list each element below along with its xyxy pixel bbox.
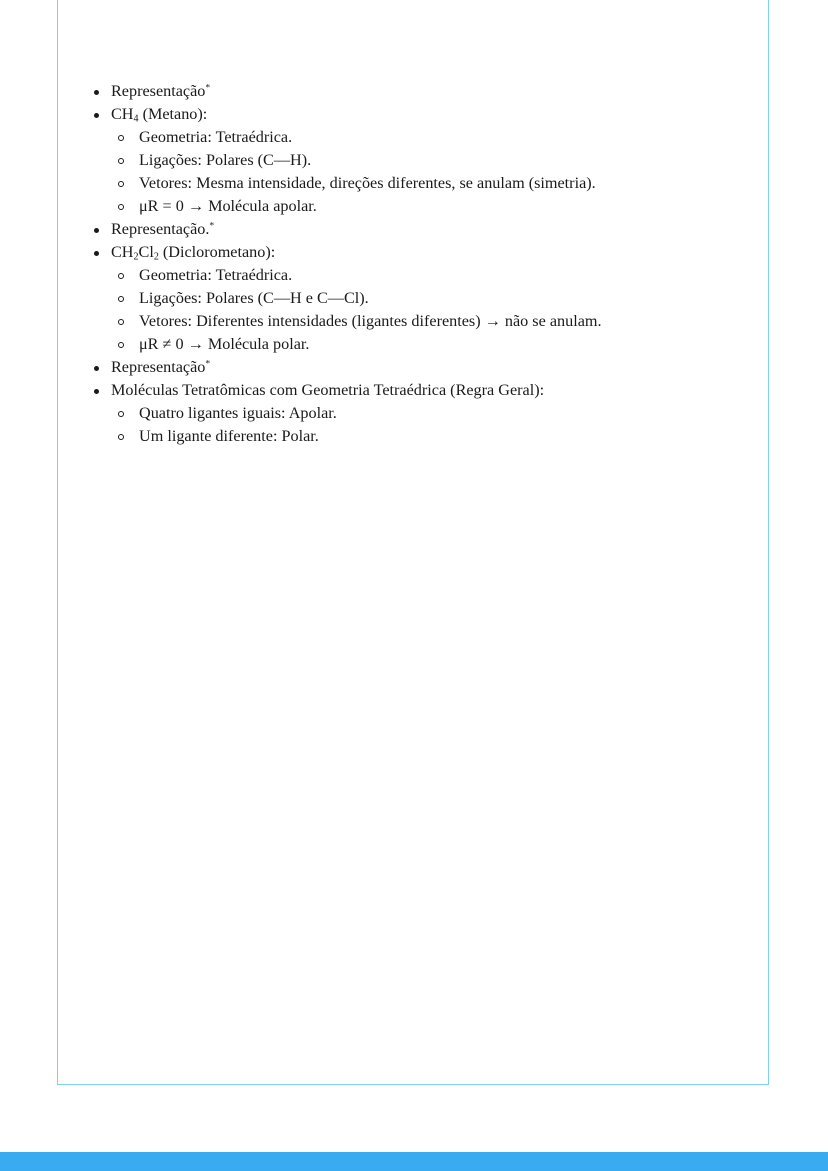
hollow-bullet-icon <box>118 296 124 302</box>
formula-prefix: CH <box>111 243 134 261</box>
list-item-representacao-1 <box>92 80 752 103</box>
sub-list <box>111 126 752 218</box>
item-text: Representação. <box>111 220 210 238</box>
asterisk-superscript: * <box>209 220 215 232</box>
bullet-icon <box>94 389 99 394</box>
bullet-icon <box>94 251 99 256</box>
hollow-bullet-icon <box>118 204 124 210</box>
list-item-ch2cl2 <box>92 241 752 356</box>
bullet-icon <box>94 113 99 118</box>
list-item-ch4 <box>92 103 752 218</box>
hollow-bullet-icon <box>118 135 124 141</box>
item-text: Representação <box>111 82 206 100</box>
formula-subscript-2: 2 <box>153 251 159 263</box>
sub-item-text: Ligações: Polares (C—H e C—Cl). <box>139 289 369 307</box>
sub-item-geometria <box>111 264 752 287</box>
document-content <box>92 80 752 448</box>
item-text: (Diclorometano): <box>158 243 276 261</box>
bullet-list <box>92 80 752 448</box>
bullet-icon <box>94 366 99 371</box>
hollow-bullet-icon <box>118 273 124 279</box>
sub-item-text: Vetores: Mesma intensidade, direções diferentes, se anulam (simetria). <box>139 174 596 192</box>
list-item-representacao-2 <box>92 218 752 241</box>
sub-item-text: Vetores: Diferentes intensidades (ligantes diferentes) → não se anulam. <box>139 312 602 330</box>
sub-item-text: μR = 0 → Molécula apolar. <box>139 197 317 215</box>
item-text: (Metano): <box>138 105 208 123</box>
asterisk-superscript: * <box>205 358 211 370</box>
hollow-bullet-icon <box>118 158 124 164</box>
sub-item-quatro-ligantes <box>111 402 752 425</box>
sub-item-momento <box>111 195 752 218</box>
hollow-bullet-icon <box>118 411 124 417</box>
formula-middle: Cl <box>138 243 154 261</box>
sub-item-vetores <box>111 310 752 333</box>
sub-list <box>111 264 752 356</box>
sub-item-text: Geometria: Tetraédrica. <box>139 266 293 284</box>
item-text: Moléculas Tetratômicas com Geometria Tetraédrica (Regra Geral): <box>111 381 545 399</box>
bullet-icon <box>94 228 99 233</box>
hollow-bullet-icon <box>118 181 124 187</box>
list-item-regra-geral <box>92 379 752 448</box>
sub-item-um-ligante <box>111 425 752 448</box>
hollow-bullet-icon <box>118 342 124 348</box>
sub-item-geometria <box>111 126 752 149</box>
sub-list <box>111 402 752 448</box>
item-text: Representação <box>111 358 206 376</box>
sub-item-ligacoes <box>111 287 752 310</box>
sub-item-text: Ligações: Polares (C—H). <box>139 151 312 169</box>
formula-prefix: CH <box>111 105 134 123</box>
sub-item-text: Geometria: Tetraédrica. <box>139 128 293 146</box>
formula-subscript: 2 <box>133 251 139 263</box>
formula-subscript: 4 <box>133 113 139 125</box>
sub-item-text: Um ligante diferente: Polar. <box>139 427 319 445</box>
list-item-representacao-3 <box>92 356 752 379</box>
asterisk-superscript: * <box>205 82 211 94</box>
hollow-bullet-icon <box>118 434 124 440</box>
sub-item-vetores <box>111 172 752 195</box>
sub-item-text: μR ≠ 0 → Molécula polar. <box>139 335 310 353</box>
hollow-bullet-icon <box>118 319 124 325</box>
bottom-bar <box>0 1152 828 1171</box>
bullet-icon <box>94 90 99 95</box>
sub-item-momento <box>111 333 752 356</box>
sub-item-text: Quatro ligantes iguais: Apolar. <box>139 404 337 422</box>
sub-item-ligacoes <box>111 149 752 172</box>
